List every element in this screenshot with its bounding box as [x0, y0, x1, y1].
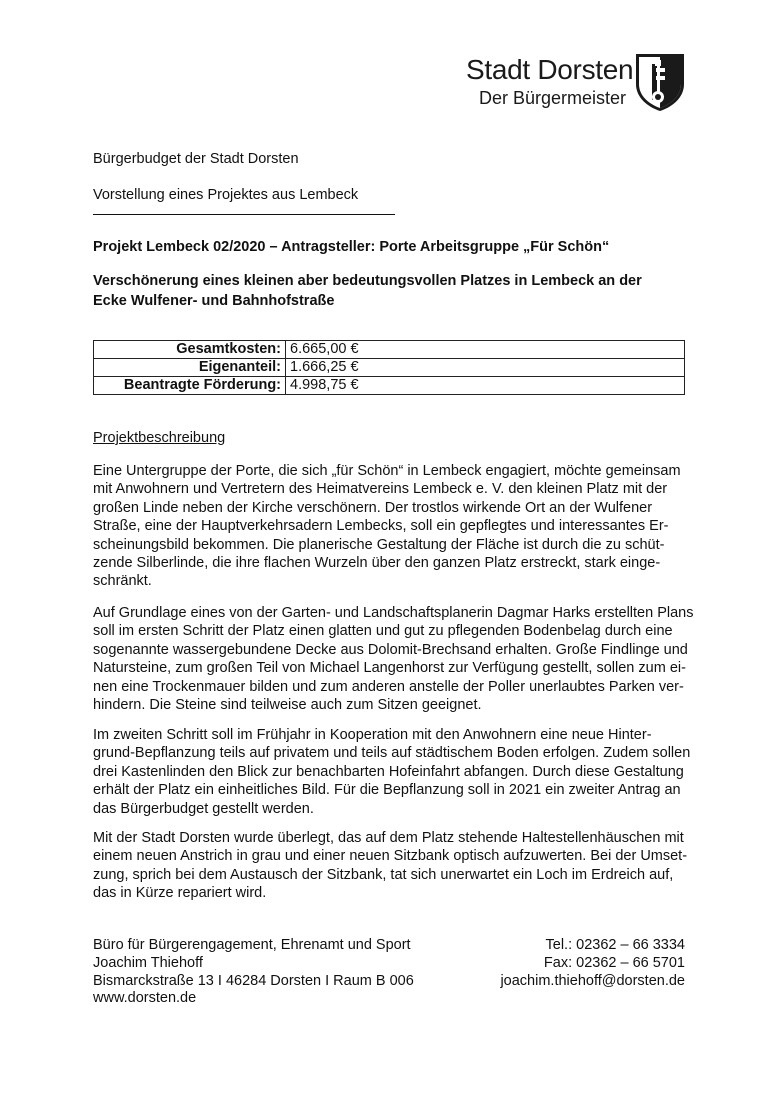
paragraph-line: zende Silberlinde, die ihre flachen Wurzeln über den ganzen Platz erstreckt, stark einge-: [93, 555, 661, 572]
footer-email-link[interactable]: joachim.thiehoff@dorsten.de: [500, 972, 685, 989]
paragraph-line: großen Linde neben der Kirche verschönern. Der trostlos wirkende Ort an der Wulfener: [93, 499, 653, 516]
paragraph-line: Natursteine, zum großen Teil von Michael Langenhorst zur Verfügung gestellt, sollen zum ei-: [93, 660, 686, 677]
paragraph-line: mit Anwohnern und Vertretern des Heimatvereins Lembeck e. V. den kleinen Platz mit der: [93, 481, 668, 498]
paragraph-line: Auf Grundlage eines von der Garten- und Landschaftsplanerin Dagmar Harks erstellten Plans: [93, 605, 694, 621]
cost-value: 6.665,00 €: [286, 341, 685, 359]
paragraph-line: Im zweiten Schritt soll im Frühjahr in Kooperation mit den Anwohnern eine neue Hinter-: [93, 727, 652, 743]
cost-table: [93, 340, 685, 395]
paragraph-line: scheinungsbild bekommen. Die planerische Gestaltung der Fläche ist durch die zu schüt-: [93, 536, 665, 553]
paragraph-2: [93, 604, 693, 714]
divider-rule: [93, 214, 395, 215]
footer-fax: Fax: 02362 – 66 5701: [543, 954, 685, 971]
paragraph-line: sogenannte wassergebundene Decke aus Dolomit-Brechsand erhalten. Große Findlinge und: [93, 641, 688, 658]
project-title: Projekt Lembeck 02/2020 – Antragsteller: Porte Arbeitsgruppe „Für Schön“: [93, 239, 610, 255]
intro-line-budget: Bürgerbudget der Stadt Dorsten: [93, 151, 299, 167]
cost-label: Beantragte Förderung:: [94, 377, 286, 395]
project-subtitle: [93, 271, 693, 311]
paragraph-4: [93, 829, 693, 903]
cost-value: 4.998,75 €: [286, 377, 685, 395]
table-row: [94, 341, 685, 359]
paragraph-line: nen eine Trockenmauer bilden und zum anderen anstelle der Poller unerlaubtes Parken ver-: [93, 678, 684, 695]
subtitle-line: Ecke Wulfener- und Bahnhofstraße: [93, 293, 335, 309]
paragraph-line: grund-Bepflanzung teils auf privatem und teils auf städtischem Boden erfolgen. Zudem sollen: [93, 745, 691, 762]
paragraph-line: das in Kürze repariert wird.: [93, 885, 267, 902]
paragraph-line: soll im ersten Schritt der Platz einen glatten und gut zu pflegenden Bodenbelag durch eine: [93, 623, 673, 640]
key-crest-icon: [634, 52, 686, 112]
paragraph-line: hindern. Die Steine sind teilweise auch zum Sitzen geeignet.: [93, 697, 482, 714]
office-name: Der Bürgermeister: [478, 88, 626, 108]
footer-phone: Tel.: 02362 – 66 3334: [545, 937, 685, 953]
subtitle-line: Verschönerung eines kleinen aber bedeutungsvollen Platzes in Lembeck an der: [93, 273, 642, 289]
paragraph-1: [93, 462, 693, 591]
footer-website-link[interactable]: www.dorsten.de: [93, 990, 197, 1007]
table-row: [94, 377, 685, 395]
cost-value: 1.666,25 €: [286, 359, 685, 377]
paragraph-line: schränkt.: [93, 573, 152, 590]
paragraph-line: erhält der Platz ein einheitliches Bild. Für die Bepflanzung soll in 2021 ein zweiter Antrag an: [93, 782, 681, 799]
paragraph-line: Mit der Stadt Dorsten wurde überlegt, das auf dem Platz stehende Haltestellenhäuschen mit: [93, 830, 684, 846]
footer-department: Büro für Bürgerengagement, Ehrenamt und Sport: [93, 937, 411, 953]
intro-line-presentation: Vorstellung eines Projektes aus Lembeck: [93, 187, 359, 203]
cost-label: Gesamtkosten:: [94, 341, 286, 359]
footer-person: Joachim Thiehoff: [93, 954, 203, 971]
footer-contact-office: [93, 937, 414, 1008]
paragraph-line: einem neuen Anstrich in grau und einer neuen Sitzbank optisch aufzuwerten. Bei der Umset-: [93, 848, 688, 865]
table-row: [94, 359, 685, 377]
paragraph-3: [93, 726, 693, 818]
paragraph-line: zung, sprich bei dem Austausch der Sitzbank, tat sich unerwartet ein Loch im Erdreich auf,: [93, 866, 674, 883]
footer-contact-numbers: [440, 937, 685, 990]
paragraph-line: Straße, eine der Hauptverkehrsadern Lembecks, soll ein gepflegtes und interessantes Er-: [93, 518, 669, 535]
city-name: Stadt Dorsten: [466, 54, 634, 85]
paragraph-line: das Bürgerbudget gestellt werden.: [93, 800, 314, 817]
paragraph-line: Eine Untergruppe der Porte, die sich „für Schön“ in Lembeck engagiert, möchte gemeinsam: [93, 463, 681, 479]
section-heading: Projektbeschreibung: [93, 430, 226, 446]
footer-address: Bismarckstraße 13 I 46284 Dorsten I Raum B 006: [93, 972, 414, 989]
cost-label: Eigenanteil:: [94, 359, 286, 377]
paragraph-line: drei Kastenlinden den Blick zur benachbarten Hofeinfahrt abfangen. Durch diese Gestaltung: [93, 763, 684, 780]
